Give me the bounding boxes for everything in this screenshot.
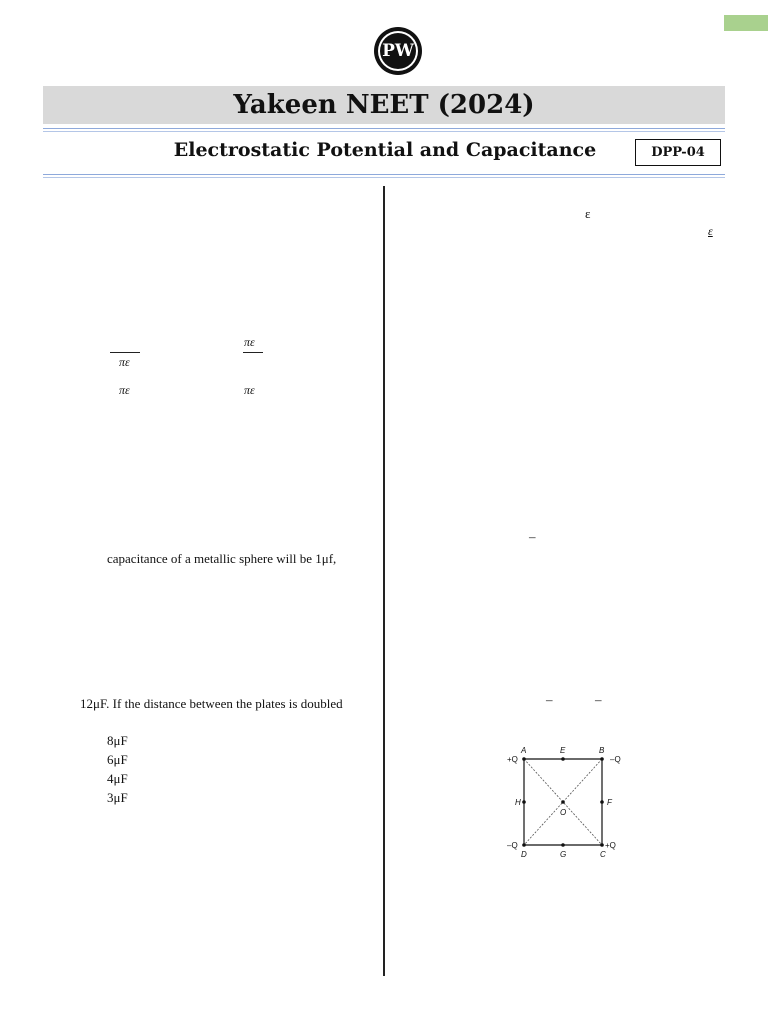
label-plus-q: +Q <box>605 841 616 850</box>
option-item: 3μF <box>107 790 128 805</box>
title-band <box>43 86 725 124</box>
label-minus-q: –Q <box>610 755 621 764</box>
options-list <box>107 731 128 807</box>
math-fragment: – <box>529 529 536 544</box>
math-fragment: – <box>595 692 602 707</box>
midpoint <box>522 800 526 804</box>
pw-logo <box>373 26 423 76</box>
divider <box>43 131 725 132</box>
label-g: G <box>560 850 567 859</box>
midpoint <box>600 800 604 804</box>
corner-point <box>600 757 604 761</box>
option-item: 4μF <box>107 771 128 786</box>
charge-square-diagram <box>505 743 625 861</box>
math-fragment: πε <box>244 383 255 397</box>
page-title: Yakeen NEET (2024) <box>233 90 535 120</box>
dpp-badge <box>635 139 721 166</box>
center-point <box>561 800 565 804</box>
label-c: C <box>600 850 606 859</box>
midpoint <box>561 843 565 847</box>
corner-point <box>522 757 526 761</box>
label-f: F <box>607 798 612 807</box>
chapter-title: Electrostatic Potential and Capacitance <box>173 139 597 161</box>
math-fragment: πε <box>119 383 130 397</box>
divider <box>43 177 725 178</box>
label-a: A <box>521 746 527 755</box>
label-h: H <box>515 798 521 807</box>
fraction-bar <box>243 352 263 353</box>
label-minus-q: –Q <box>507 841 518 850</box>
corner-point <box>522 843 526 847</box>
midpoint <box>561 757 565 761</box>
label-e: E <box>560 746 566 755</box>
question-text: 12μF. If the distance between the plates is doubled <box>80 696 343 711</box>
option-item: 6μF <box>107 752 128 767</box>
question-text: capacitance of a metallic sphere will be 1μf, <box>107 551 337 566</box>
math-fragment: – <box>546 692 553 707</box>
label-plus-q: +Q <box>507 755 518 764</box>
divider <box>43 174 725 175</box>
math-fragment: ε <box>585 206 591 221</box>
label-b: B <box>599 746 605 755</box>
label-d: D <box>521 850 527 859</box>
corner-point <box>600 843 604 847</box>
fraction-bar <box>110 352 140 353</box>
option-item: 8μF <box>107 733 128 748</box>
logo-text: PW <box>382 41 414 61</box>
math-fragment: πε <box>244 335 255 349</box>
divider <box>43 128 725 129</box>
column-divider <box>383 186 385 976</box>
math-fragment: ε <box>708 224 713 238</box>
dpp-label: DPP-04 <box>651 145 705 160</box>
corner-tab <box>724 15 768 31</box>
math-fragment: πε <box>119 355 130 369</box>
label-o: O <box>560 808 567 817</box>
